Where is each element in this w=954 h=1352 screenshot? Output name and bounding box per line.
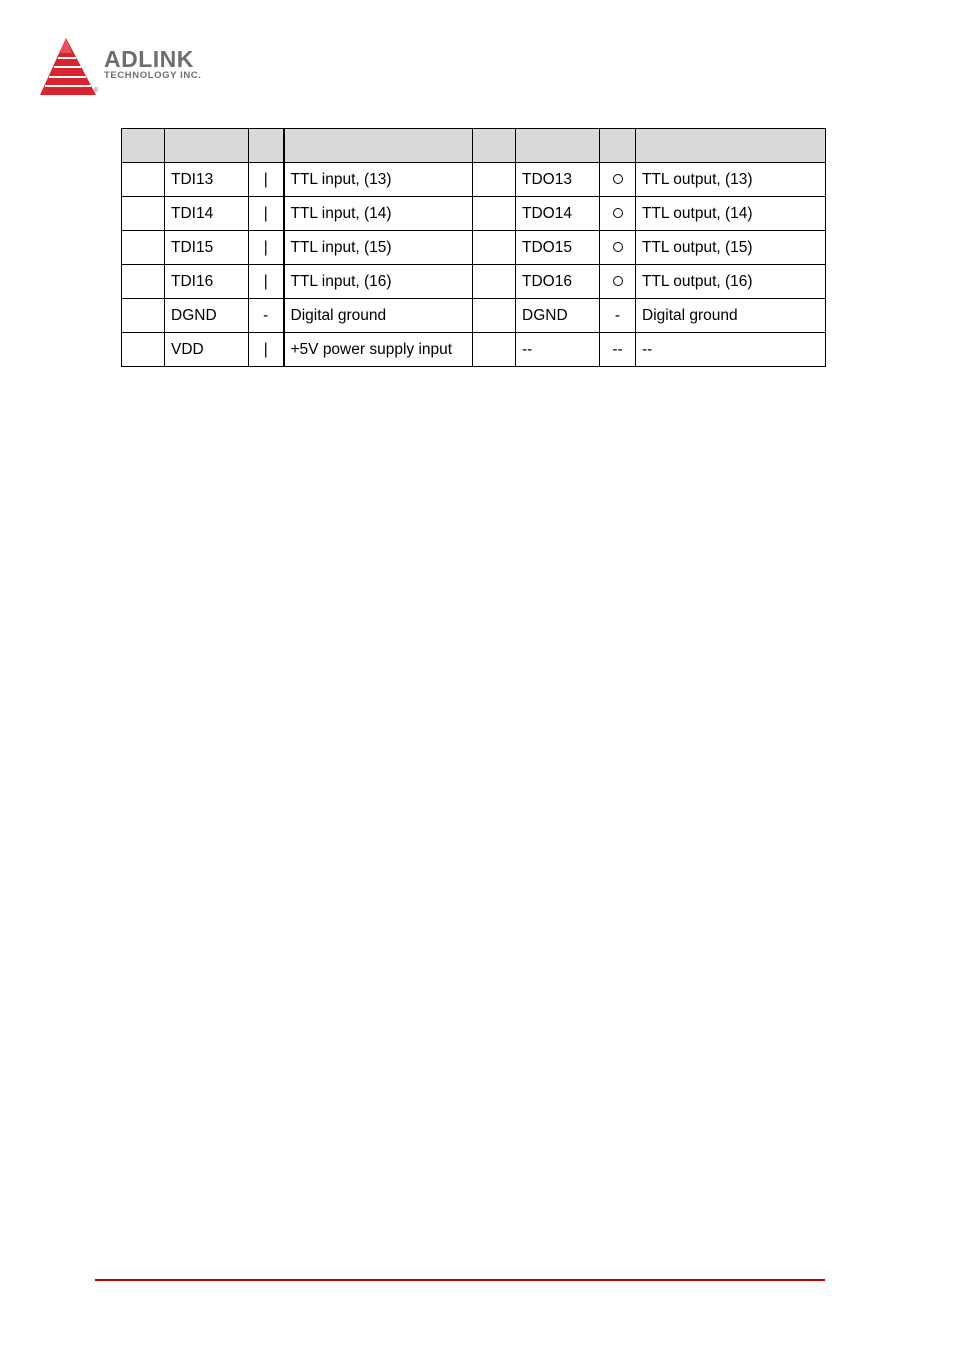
function-cell: TTL output, (13) — [636, 163, 826, 197]
header-cell — [165, 129, 249, 163]
output-circle-icon — [613, 276, 623, 286]
pin-number-cell — [473, 333, 516, 367]
header-cell — [473, 129, 516, 163]
signal-name-cell: TDI13 — [165, 163, 249, 197]
output-circle-icon — [613, 208, 623, 218]
function-cell: TTL input, (15) — [284, 231, 473, 265]
header-cell — [284, 129, 473, 163]
pin-number-cell — [122, 299, 165, 333]
function-cell: +5V power supply input — [284, 333, 473, 367]
function-cell: TTL output, (14) — [636, 197, 826, 231]
pin-assignment-table — [121, 128, 826, 367]
function-cell: TTL input, (14) — [284, 197, 473, 231]
direction-cell: | — [249, 333, 284, 367]
direction-cell: -- — [600, 333, 636, 367]
direction-cell: | — [249, 197, 284, 231]
direction-cell — [600, 163, 636, 197]
output-circle-icon — [613, 174, 623, 184]
signal-name-cell: TDO13 — [516, 163, 600, 197]
table-header-row — [122, 129, 826, 163]
direction-cell — [600, 231, 636, 265]
function-cell: TTL output, (16) — [636, 265, 826, 299]
header-cell — [600, 129, 636, 163]
table-row — [122, 333, 826, 367]
header-cell — [636, 129, 826, 163]
pin-number-cell — [473, 197, 516, 231]
signal-name-cell: TDO14 — [516, 197, 600, 231]
table-row — [122, 231, 826, 265]
registered-mark: ® — [94, 88, 99, 94]
table-row — [122, 265, 826, 299]
direction-cell — [600, 265, 636, 299]
table-row — [122, 197, 826, 231]
signal-name-cell: TDO16 — [516, 265, 600, 299]
function-cell: Digital ground — [636, 299, 826, 333]
table-row — [122, 163, 826, 197]
signal-name-cell: -- — [516, 333, 600, 367]
output-circle-icon — [613, 242, 623, 252]
direction-cell: | — [249, 231, 284, 265]
direction-cell — [600, 197, 636, 231]
signal-name-cell: TDI15 — [165, 231, 249, 265]
signal-name-cell: TDI14 — [165, 197, 249, 231]
signal-name-cell: VDD — [165, 333, 249, 367]
pin-number-cell — [122, 265, 165, 299]
signal-name-cell: DGND — [165, 299, 249, 333]
pin-number-cell — [122, 333, 165, 367]
direction-cell: - — [249, 299, 284, 333]
pin-number-cell — [473, 265, 516, 299]
function-cell: Digital ground — [284, 299, 473, 333]
adlink-triangle-logo-icon — [38, 36, 102, 98]
pin-number-cell — [122, 231, 165, 265]
pin-number-cell — [473, 299, 516, 333]
function-cell: TTL output, (15) — [636, 231, 826, 265]
pin-number-cell — [122, 197, 165, 231]
brand-name: ADLINK — [104, 46, 194, 72]
direction-cell: | — [249, 265, 284, 299]
footer-rule — [95, 1279, 825, 1281]
header-cell — [516, 129, 600, 163]
signal-name-cell: TDO15 — [516, 231, 600, 265]
pin-number-cell — [473, 231, 516, 265]
header-cell — [249, 129, 284, 163]
table-row — [122, 299, 826, 333]
direction-cell: | — [249, 163, 284, 197]
signal-name-cell: DGND — [516, 299, 600, 333]
brand-tagline: TECHNOLOGY INC. — [104, 70, 202, 81]
function-cell: TTL input, (13) — [284, 163, 473, 197]
function-cell: -- — [636, 333, 826, 367]
adlink-logo — [38, 36, 238, 100]
direction-cell: - — [600, 299, 636, 333]
pin-number-cell — [473, 163, 516, 197]
signal-name-cell: TDI16 — [165, 265, 249, 299]
header-cell — [122, 129, 165, 163]
function-cell: TTL input, (16) — [284, 265, 473, 299]
pin-number-cell — [122, 163, 165, 197]
